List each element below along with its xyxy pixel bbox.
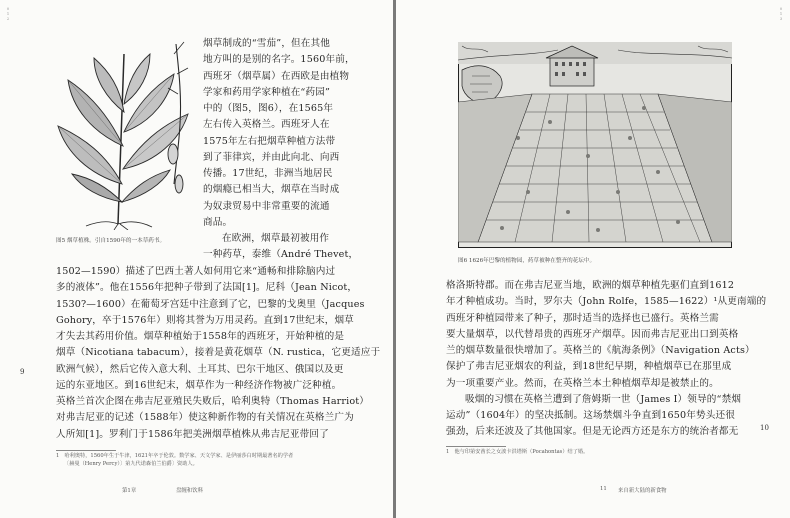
right-footer-title: 来自新大陆的新食物 — [618, 488, 667, 494]
text-line: 英格兰首次企图在弗吉尼亚殖民失败后，哈利奥特（Thomas Harriot） — [56, 396, 370, 407]
text-line: 的烟瘾已相当大，烟草在当时成 — [203, 184, 340, 196]
text-line: 运动”（1604年）的坚决抵制。这场禁烟斗争直到1650年势头还很 — [446, 410, 735, 421]
botanical-garden-engraving — [458, 42, 732, 248]
text-line: 左右传入英格兰。西班牙人在 — [203, 119, 330, 131]
text-line: 在欧洲，烟草最初被用作 — [222, 233, 330, 244]
text-line: 烟草制成的“雪茄”，但在其他 — [203, 38, 331, 49]
left-footer-chapter: 第1章 — [122, 488, 137, 494]
left-footnote-rule — [56, 450, 116, 451]
text-line: 为一项重要产业。然而，在英格兰本土种植烟草却是被禁止的。 — [446, 377, 719, 389]
text-line: 要大量烟草，以代替昂贵的西班牙产烟草。因而弗吉尼亚出口到英格 — [446, 328, 739, 340]
text-line: 到了菲律宾，并由此向北、向西 — [203, 151, 340, 163]
footnote-line: 1 他与印第安酋长之女波卡洪塔斯（Pocahontas）结了婚。 — [446, 449, 589, 455]
text-line: 保护了弗吉尼亚烟农的利益，到18世纪早期，种植烟草已在那里成 — [446, 361, 732, 373]
footnote-line: 1 哈利奥特，1560年生于牛津，1621年卒于伦敦。数学家、天文学家、是伊丽莎白时期最著名的学者 — [56, 453, 294, 459]
left-footer-title: 盘缠和饮料 — [176, 488, 203, 494]
right-page-number: 10 — [760, 424, 769, 432]
text-line: 商品。 — [203, 216, 233, 228]
text-line: 多的液体”。他在1556年把种子带到了法国[1]。尼科（Jean Nicot， — [56, 282, 358, 294]
text-line: 强劲，后来还波及了其他国家。但是无论西方还是东方的统治者都无 — [446, 426, 739, 438]
footnote-line: 〔赫曼（Henry Percy）〕第九代诺森伯兰伯爵〕资助人。 — [64, 461, 198, 468]
text-line: 为奴隶贸易中非常重要的流通 — [203, 200, 330, 212]
tobacco-plant-illustration — [48, 34, 198, 230]
right-footer-number: 11 — [600, 486, 607, 492]
right-page — [396, 0, 790, 518]
text-line: 远的东亚地区。到16世纪末，烟草作为一种经济作物被广泛种植。 — [56, 379, 342, 391]
text-line: 烟草（Nicotiana tabacum），接着是黄花烟草（N. rustica，它更适应于 — [56, 347, 381, 359]
right-text-column — [446, 278, 766, 441]
text-line: 1502—1590）描述了巴西土著人如何用它来“通畅和排除脑内过 — [56, 266, 336, 277]
text-line: 中的（图5，图6），在1565年 — [203, 103, 334, 114]
text-line: 地方叫的是别的名字。1560年前， — [203, 54, 355, 66]
right-figure-caption: 图6 1626年巴黎的植物园，药草被种在整齐的花坛中。 — [458, 258, 596, 264]
text-line: 才失去其药用价值。烟草种植始于1558年的西班牙，开始种植的是 — [56, 331, 345, 342]
text-line: 西班牙（烟草属）在西欧是由植物 — [203, 70, 350, 82]
text-line: 对弗吉尼亚的记述（1588年）使这种新作物的有关情况在英格兰广为 — [56, 412, 354, 424]
text-line: 吸烟的习惯在英格兰遭到了詹姆斯一世（James I）领导的“禁烟 — [465, 393, 742, 405]
text-line: 传播。17世纪，非洲当地居民 — [203, 168, 333, 179]
left-page-number: 9 — [20, 368, 25, 376]
right-footnotes — [446, 448, 588, 456]
left-page — [0, 0, 393, 518]
text-line: 一种药草，泰维（André Thevet， — [203, 249, 359, 261]
left-side-text-column — [203, 36, 358, 264]
text-line: 1575年左右把烟草种植方法带 — [203, 135, 336, 147]
text-line: Gohory，卒于1576年）则将其誉为万用灵药。直到17世纪末，烟草 — [56, 314, 354, 326]
left-footnotes — [56, 452, 293, 468]
text-line: 1530?—1600）在葡萄牙宫廷中注意到了它，巴黎的戈奥里（Jacques — [56, 298, 365, 310]
text-line: 格洛斯特郡。而在弗吉尼亚当地，欧洲的烟草种植先驱们直到1612 — [446, 280, 735, 291]
text-line: 学家和药用学家种植在“药园” — [203, 86, 331, 98]
text-line: 欧洲气候），然后它传入意大利、土耳其、巴尔干地区、俄国以及更 — [56, 363, 344, 375]
text-line: 西班牙种植园带来了种子，那时适当的选择也已盛行。英格兰需 — [446, 312, 719, 324]
left-full-text-column — [56, 264, 380, 443]
left-figure-caption: 图5 烟草植株。引自1590年的一本草药书。 — [56, 238, 166, 244]
text-line: 年才种植成功。当时，罗尔夫（John Rolfe，1585—1622）¹从更南端的 — [446, 296, 767, 308]
text-line: 人所知[1]。罗利门于1586年把美洲烟草植株从弗吉尼亚带回了 — [56, 428, 329, 440]
text-line: 兰的烟草数量很快增加了。英格兰的《航海条例》（Navigation Acts） — [446, 345, 755, 356]
right-footnote-rule — [446, 446, 506, 447]
left-corner-marks: 0 1 2 — [6, 6, 10, 21]
right-corner-marks: 0 1 3 — [779, 6, 783, 21]
